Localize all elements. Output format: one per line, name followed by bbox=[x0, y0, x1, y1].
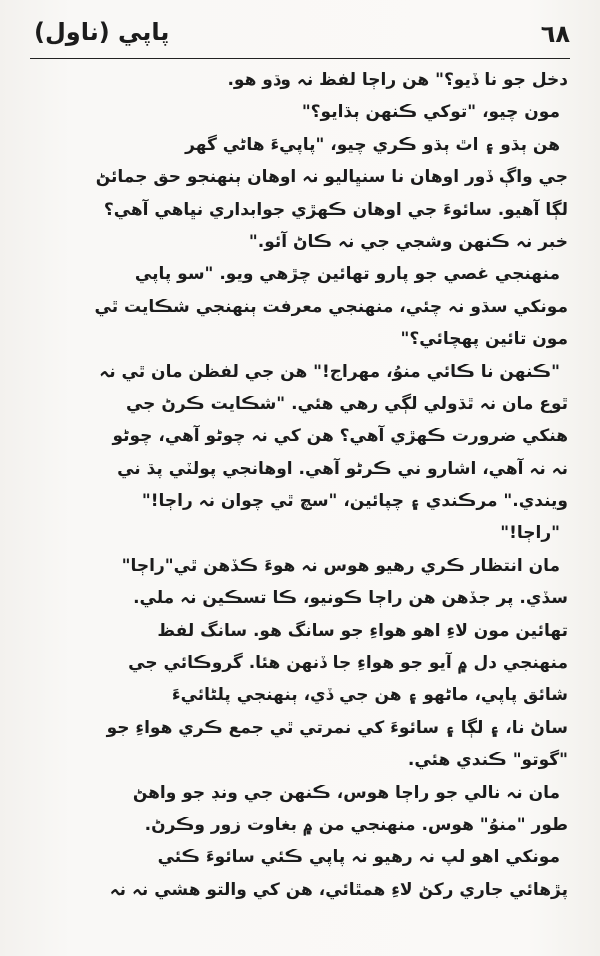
text-line: طور "منوُ" هوس. منهنجي من ۾ بغاوت زور وڪرڻ. bbox=[144, 814, 568, 835]
text-line: نہ نہ آهي، اشارو ني ڪرڻو آهي. اوهانجي پولٽي پڌ ني bbox=[117, 458, 568, 479]
page-number: ٦٨ bbox=[540, 20, 570, 48]
text-line: منهنجي دل ۾ آيو جو هواءِ جا ڏنهن هئا. گروڪائي جي bbox=[128, 653, 568, 674]
text-line: ساڻ نا، ۽ لڳا ۽ سائوءَ کي نمرتي ٿي جمع ڪري هواءِ جو bbox=[106, 717, 568, 738]
text-line: مان نہ نالي جو راڄا هوس، ڪنهن جي ونڊ جو واهڻ bbox=[132, 782, 560, 803]
text-line: "گوتو" ڪندي هئي. bbox=[407, 750, 568, 771]
text-line: تهائين مون لاءِ اهو هواءِ جو سانگ هو. سانگ لفظ bbox=[157, 620, 568, 641]
text-line: مونکي اهو لپ نہ رهيو نہ پاپي ڪئي سائوءَ ڪئي bbox=[157, 847, 560, 868]
text-line: شائق پاپي، ماڻهو ۽ هن جي ڏي، ٻنهنجي پلڻائيءَ bbox=[171, 685, 568, 706]
text-line: لڳا آهيو. سائوءَ جي اوهان ڪهڙي جوابداري نڀاهي آهي؟ bbox=[103, 199, 568, 220]
text-line: منهنجي غصي جو پارو تهائين چڙهي ويو. "سو پاپي bbox=[134, 264, 560, 285]
text-line: مونکي سڌو نہ چئي، منهنجي معرفت ٻنهنجي شڪايت ٿي bbox=[94, 296, 568, 317]
text-line: پڙهائي جاري رکڻ لاءِ همٿائي، هن کي والتو هشي نہ نہ bbox=[109, 879, 568, 900]
text-line: هنکي ضرورت ڪهڙي آهي؟ هن کي نہ چوڻو آهي، چوڻو bbox=[112, 426, 568, 447]
header-divider bbox=[30, 58, 570, 59]
text-line: جي واڳ ڏور اوهان نا سنڀاليو نہ اوهان ٻنهنجو حق جمائڻ bbox=[95, 167, 568, 188]
text-line: مون تائين پهچائي؟" bbox=[400, 329, 568, 350]
text-line: سڏي. پر جڏهن هن راڄا ڪونيو، ڪا تسڪين نہ ملي. bbox=[133, 588, 568, 609]
text-line: "ڪنهن نا ڪائي منوُ، مهراج!" هن جي لفظن مان ٿي نہ bbox=[99, 361, 560, 382]
text-line: مون چيو، "توکي ڪنهن ٻڌايو؟" bbox=[301, 102, 560, 123]
text-line: "راڄا!" bbox=[500, 523, 560, 544]
body-text bbox=[30, 64, 568, 906]
text-line: دخل جو نا ڏيو؟" هن راڄا لفظ نہ وڌو هو. bbox=[227, 70, 568, 90]
text-line: خبر نہ ڪنهن وشجي جي نہ ڪاڻ آئو." bbox=[248, 231, 568, 252]
text-line: ويندي." مرڪندي ۽ چپائين، "سچ ٿي چوان نہ راڄا!" bbox=[141, 491, 568, 512]
text-line: مان انتظار ڪري رهيو هوس نہ هوءَ ڪڏهن ٿي"راڄا" bbox=[121, 555, 560, 576]
running-title: پاپي (ناول) bbox=[34, 18, 170, 46]
page-header bbox=[24, 18, 570, 58]
text-line: ٿوع مان نہ ٿڌولي لڳي رهي هئي. "شڪايت ڪرڻ جي bbox=[125, 393, 568, 414]
text-line: هن ٻڌو ۽ اٿ ٻڌو ڪري چيو، "پاپيءَ هاڻي گهر bbox=[185, 134, 560, 155]
